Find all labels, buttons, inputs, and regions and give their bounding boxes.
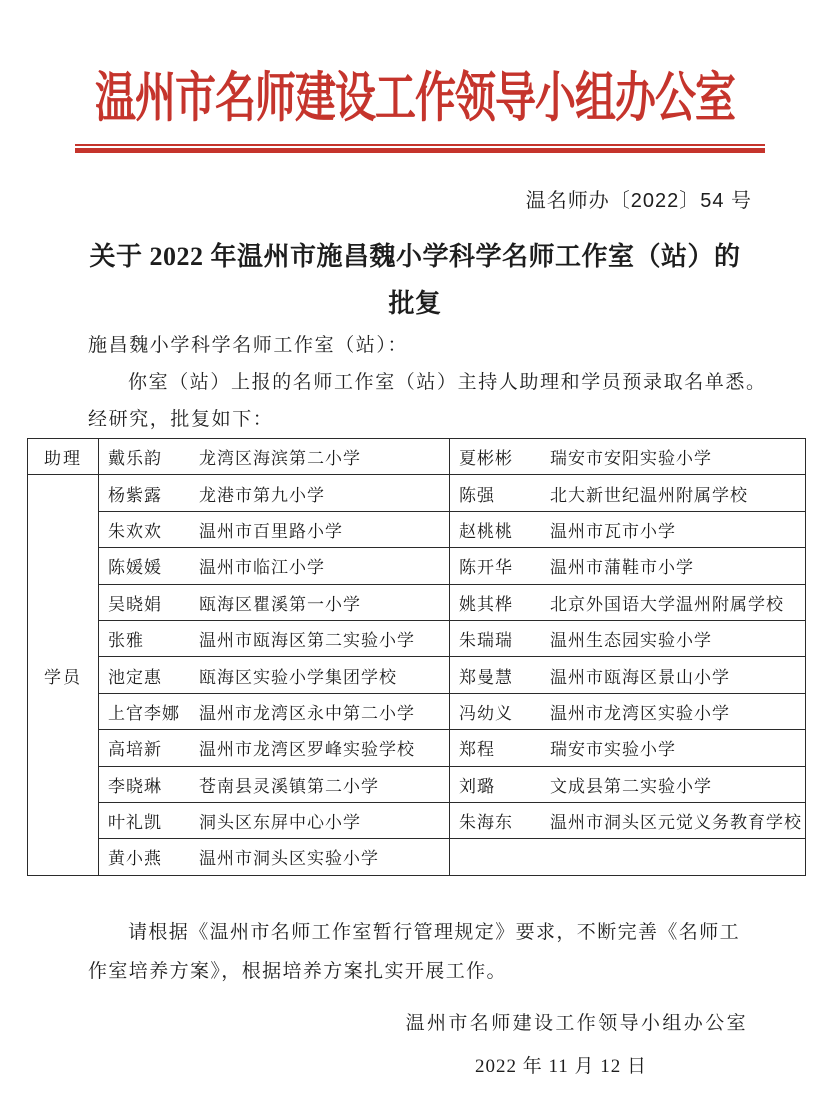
- person-name: 陈强: [459, 485, 495, 505]
- closing-line-1: 请根据《温州市名师工作室暂行管理规定》要求，不断完善《名师工: [128, 922, 741, 943]
- person-name: 姚其桦: [459, 594, 513, 614]
- person-name: 杨紫露: [108, 485, 162, 505]
- school-name: 温州市洞头区实验小学: [199, 849, 379, 869]
- roster-table-body: [28, 439, 806, 876]
- school-name: 温州市百里路小学: [199, 521, 343, 541]
- person-name: 朱欢欢: [108, 521, 162, 541]
- person-name: 张雅: [108, 631, 144, 651]
- person-name: 刘璐: [459, 776, 495, 796]
- table-row: [28, 620, 806, 656]
- person-name: 陈媛媛: [108, 558, 162, 578]
- entry-cell-right: [450, 839, 806, 875]
- document-title: [0, 233, 830, 327]
- entry-cell-right: [450, 730, 806, 766]
- entry-cell-left: [99, 475, 450, 511]
- school-name: 温州市瓯海区景山小学: [550, 667, 730, 687]
- entry-cell-right: [450, 584, 806, 620]
- entry-cell-right: [450, 439, 806, 475]
- school-name: 温州市龙湾区罗峰实验学校: [199, 740, 415, 760]
- document-title-line1: 关于 2022 年温州市施昌魏小学科学名师工作室（站）的: [89, 242, 741, 271]
- closing-text: [88, 913, 750, 991]
- person-name: 高培新: [108, 740, 162, 760]
- table-row: [28, 766, 806, 802]
- school-name: 瑞安市实验小学: [550, 740, 676, 760]
- table-row: [28, 584, 806, 620]
- person-name: 李晓琳: [108, 776, 162, 796]
- school-name: 龙港市第九小学: [199, 485, 325, 505]
- entry-cell-right: [450, 475, 806, 511]
- table-row: [28, 548, 806, 584]
- school-name: 温州市洞头区元觉义务教育学校: [550, 813, 802, 833]
- entry-cell-left: [99, 439, 450, 475]
- entry-cell-right: [450, 657, 806, 693]
- entry-cell-right: [450, 693, 806, 729]
- school-name: 文成县第二实验小学: [550, 776, 712, 796]
- entry-cell-left: [99, 584, 450, 620]
- school-name: 瓯海区瞿溪第一小学: [199, 594, 361, 614]
- entry-cell-left: [99, 802, 450, 838]
- table-row: [28, 511, 806, 547]
- person-name: 朱海东: [459, 813, 513, 833]
- entry-cell-right: [450, 802, 806, 838]
- school-name: 温州市瓯海区第二实验小学: [199, 631, 415, 651]
- issuing-authority-signature: 温州市名师建设工作领导小组办公室: [405, 1013, 748, 1034]
- table-row: [28, 802, 806, 838]
- entry-cell-left: [99, 693, 450, 729]
- table-row: [28, 657, 806, 693]
- row-group-label: 学员: [28, 475, 99, 875]
- document-title-line2: 批复: [388, 289, 442, 318]
- roster-table: [27, 438, 806, 876]
- body-line-2: 经研究，批复如下：: [88, 409, 274, 430]
- table-row: [28, 439, 806, 475]
- entry-cell-left: [99, 548, 450, 584]
- row-group-label: 助理: [28, 439, 99, 475]
- person-name: 赵桃桃: [459, 521, 513, 541]
- person-name: 戴乐韵: [108, 449, 162, 469]
- school-name: 温州市龙湾区永中第二小学: [199, 703, 415, 723]
- school-name: 温州市蒲鞋市小学: [550, 558, 694, 578]
- entry-cell-left: [99, 766, 450, 802]
- person-name: 池定惠: [108, 667, 162, 687]
- entry-cell-left: [99, 657, 450, 693]
- entry-cell-left: [99, 730, 450, 766]
- person-name: 夏彬彬: [459, 449, 513, 469]
- person-name: 上官李娜: [108, 703, 180, 723]
- document-number: 温名师办〔2022〕54 号: [525, 190, 752, 212]
- entry-cell-left: [99, 511, 450, 547]
- table-row: [28, 839, 806, 875]
- school-name: 温州市临江小学: [199, 558, 325, 578]
- closing-line-2: 作室培养方案》，根据培养方案扎实开展工作。: [88, 961, 507, 982]
- table-row: [28, 693, 806, 729]
- table-row: [28, 730, 806, 766]
- school-name: 苍南县灵溪镇第二小学: [199, 776, 379, 796]
- school-name: 龙湾区海滨第二小学: [199, 449, 361, 469]
- entry-cell-left: [99, 620, 450, 656]
- salutation: 施昌魏小学科学名师工作室（站）：: [88, 335, 409, 356]
- person-name: 郑曼慧: [459, 667, 513, 687]
- school-name: 北大新世纪温州附属学校: [550, 485, 748, 505]
- body-line-1: 你室（站）上报的名师工作室（站）主持人助理和学员预录取名单悉。: [128, 372, 767, 393]
- letterhead-divider: [75, 144, 765, 153]
- school-name: 洞头区东屏中心小学: [199, 813, 361, 833]
- entry-cell-right: [450, 620, 806, 656]
- person-name: 吴晓娟: [108, 594, 162, 614]
- person-name: 郑程: [459, 740, 495, 760]
- person-name: 陈开华: [459, 558, 513, 578]
- issue-date: 2022 年 11 月 12 日: [474, 1056, 647, 1077]
- entry-cell-right: [450, 766, 806, 802]
- school-name: 温州市瓦市小学: [550, 521, 676, 541]
- letterhead-organization: 温州市名师建设工作领导小组办公室: [95, 67, 735, 128]
- person-name: 冯幼义: [459, 703, 513, 723]
- person-name: 黄小燕: [108, 849, 162, 869]
- person-name: 朱瑞瑞: [459, 631, 513, 651]
- entry-cell-left: [99, 839, 450, 875]
- entry-cell-right: [450, 511, 806, 547]
- school-name: 瓯海区实验小学集团学校: [199, 667, 397, 687]
- table-row: [28, 475, 806, 511]
- school-name: 温州市龙湾区实验小学: [550, 703, 730, 723]
- school-name: 瑞安市安阳实验小学: [550, 449, 712, 469]
- body-text: [88, 327, 767, 438]
- person-name: 叶礼凯: [108, 813, 162, 833]
- entry-cell-right: [450, 548, 806, 584]
- school-name: 北京外国语大学温州附属学校: [550, 594, 784, 614]
- school-name: 温州生态园实验小学: [550, 631, 712, 651]
